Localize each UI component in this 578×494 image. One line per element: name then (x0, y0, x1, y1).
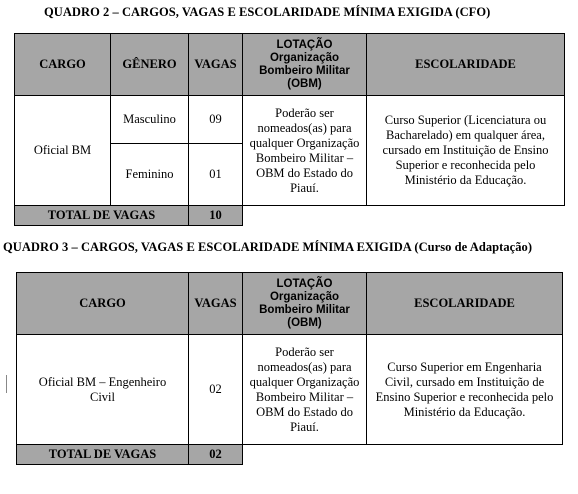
margin-mark (6, 375, 7, 393)
q3-total-label: TOTAL DE VAGAS (17, 445, 189, 465)
q2-cargo: Oficial BM (15, 96, 111, 206)
q3-header-vagas: VAGAS (189, 273, 243, 335)
q2-vagas-masculino: 09 (189, 96, 243, 144)
q3-vagas: 02 (189, 335, 243, 445)
q3-cargo: Oficial BM – Engenheiro Civil (17, 335, 189, 445)
q2-total-label: TOTAL DE VAGAS (15, 206, 189, 226)
q2-escolaridade: Curso Superior (Licenciatura ou Bacharelado) em qualquer área, cursado em Instituição de Ensino Superior e reconhecida pelo Ministério da Educação. (367, 96, 565, 206)
q2-header-escolaridade: ESCOLARIDADE (367, 34, 565, 96)
q3-total-value: 02 (189, 445, 243, 465)
q2-genero-feminino: Feminino (111, 144, 189, 206)
q2-vagas-feminino: 01 (189, 144, 243, 206)
q3-escolaridade: Curso Superior em Engenharia Civil, cursado em Instituição de Ensino Superior e reconhecida pelo Ministério da Educação. (367, 335, 563, 445)
q3-header-lotacao: LOTAÇÃO Organização Bombeiro Militar (OBM) (243, 273, 367, 335)
q2-header-cargo: CARGO (15, 34, 111, 96)
quadro2-title: QUADRO 2 – CARGOS, VAGAS E ESCOLARIDADE MÍNIMA EXIGIDA (CFO) (44, 5, 491, 19)
q2-header-lotacao: LOTAÇÃO Organização Bombeiro Militar (OBM) (243, 34, 367, 96)
q2-genero-masculino: Masculino (111, 96, 189, 144)
q2-header-genero: GÊNERO (111, 34, 189, 96)
q3-header-escolaridade: ESCOLARIDADE (367, 273, 563, 335)
quadro3-title: QUADRO 3 – CARGOS, VAGAS E ESCOLARIDADE MÍNIMA EXIGIDA (Curso de Adaptação) (3, 240, 533, 254)
q2-lotacao: Poderão ser nomeados(as) para qualquer Organização Bombeiro Militar – OBM do Estado do Piauí. (243, 96, 367, 206)
quadro2-table (14, 33, 565, 226)
quadro3-table (16, 272, 563, 465)
q3-header-cargo: CARGO (17, 273, 189, 335)
q2-total-value: 10 (189, 206, 243, 226)
q2-header-vagas: VAGAS (189, 34, 243, 96)
q3-lotacao: Poderão ser nomeados(as) para qualquer Organização Bombeiro Militar – OBM do Estado do Piauí. (243, 335, 367, 445)
